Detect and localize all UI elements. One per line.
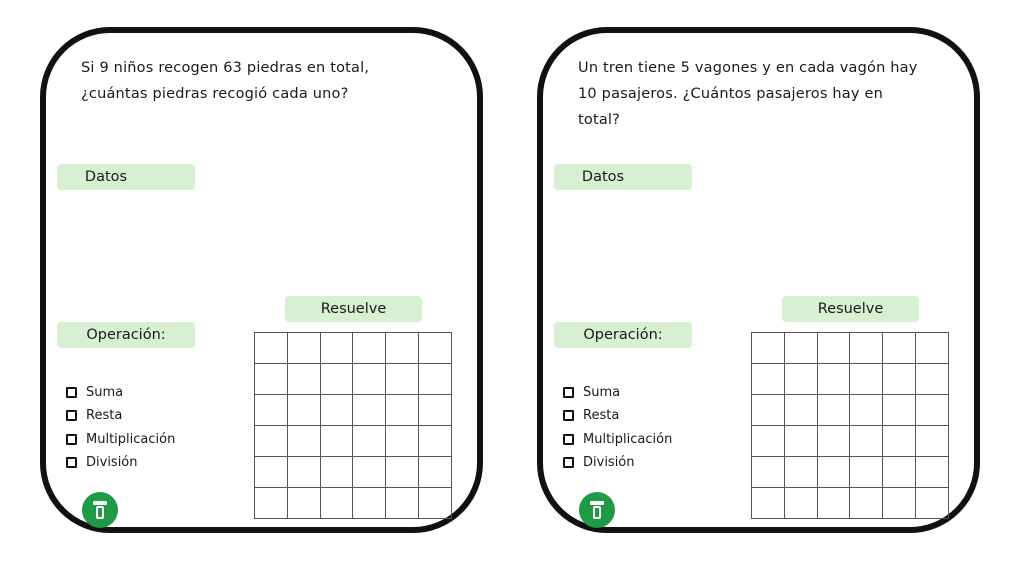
answer-grid[interactable] bbox=[751, 332, 949, 519]
answer-grid[interactable] bbox=[254, 332, 452, 519]
resuelve-label: Resuelve bbox=[285, 296, 422, 322]
option-multiplicacion[interactable] bbox=[563, 428, 672, 451]
problem-card-2 bbox=[537, 27, 980, 533]
option-label: Multiplicación bbox=[86, 431, 176, 447]
option-resta[interactable] bbox=[66, 404, 175, 427]
option-label: División bbox=[86, 455, 138, 471]
operation-options bbox=[563, 381, 672, 474]
checkbox-icon[interactable] bbox=[66, 457, 77, 468]
option-multiplicacion[interactable] bbox=[66, 428, 175, 451]
checkbox-icon[interactable] bbox=[563, 387, 574, 398]
datos-label: Datos bbox=[554, 164, 692, 190]
operacion-label: Operación: bbox=[57, 322, 195, 348]
question-text: Si 9 niños recogen 63 piedras en total, ¿cuántas piedras recogió cada uno? bbox=[81, 60, 370, 102]
option-division[interactable] bbox=[66, 451, 175, 474]
logo-icon bbox=[579, 492, 615, 528]
operation-options bbox=[66, 381, 175, 474]
checkbox-icon[interactable] bbox=[66, 434, 77, 445]
option-label: Multiplicación bbox=[583, 431, 673, 447]
option-label: Resta bbox=[583, 408, 620, 424]
option-resta[interactable] bbox=[563, 404, 672, 427]
option-label: División bbox=[583, 455, 635, 471]
option-label: Suma bbox=[583, 385, 621, 401]
checkbox-icon[interactable] bbox=[66, 387, 77, 398]
question-text: Un tren tiene 5 vagones y en cada vagón hay 10 pasajeros. ¿Cuántos pasajeros hay en total? bbox=[578, 60, 918, 128]
checkbox-icon[interactable] bbox=[563, 410, 574, 421]
checkbox-icon[interactable] bbox=[563, 457, 574, 468]
datos-label: Datos bbox=[57, 164, 195, 190]
option-suma[interactable] bbox=[66, 381, 175, 404]
resuelve-label: Resuelve bbox=[782, 296, 919, 322]
option-label: Suma bbox=[86, 385, 124, 401]
problem-card-1 bbox=[40, 27, 483, 533]
checkbox-icon[interactable] bbox=[66, 410, 77, 421]
operacion-label: Operación: bbox=[554, 322, 692, 348]
checkbox-icon[interactable] bbox=[563, 434, 574, 445]
option-suma[interactable] bbox=[563, 381, 672, 404]
logo-icon bbox=[82, 492, 118, 528]
option-label: Resta bbox=[86, 408, 123, 424]
option-division[interactable] bbox=[563, 451, 672, 474]
